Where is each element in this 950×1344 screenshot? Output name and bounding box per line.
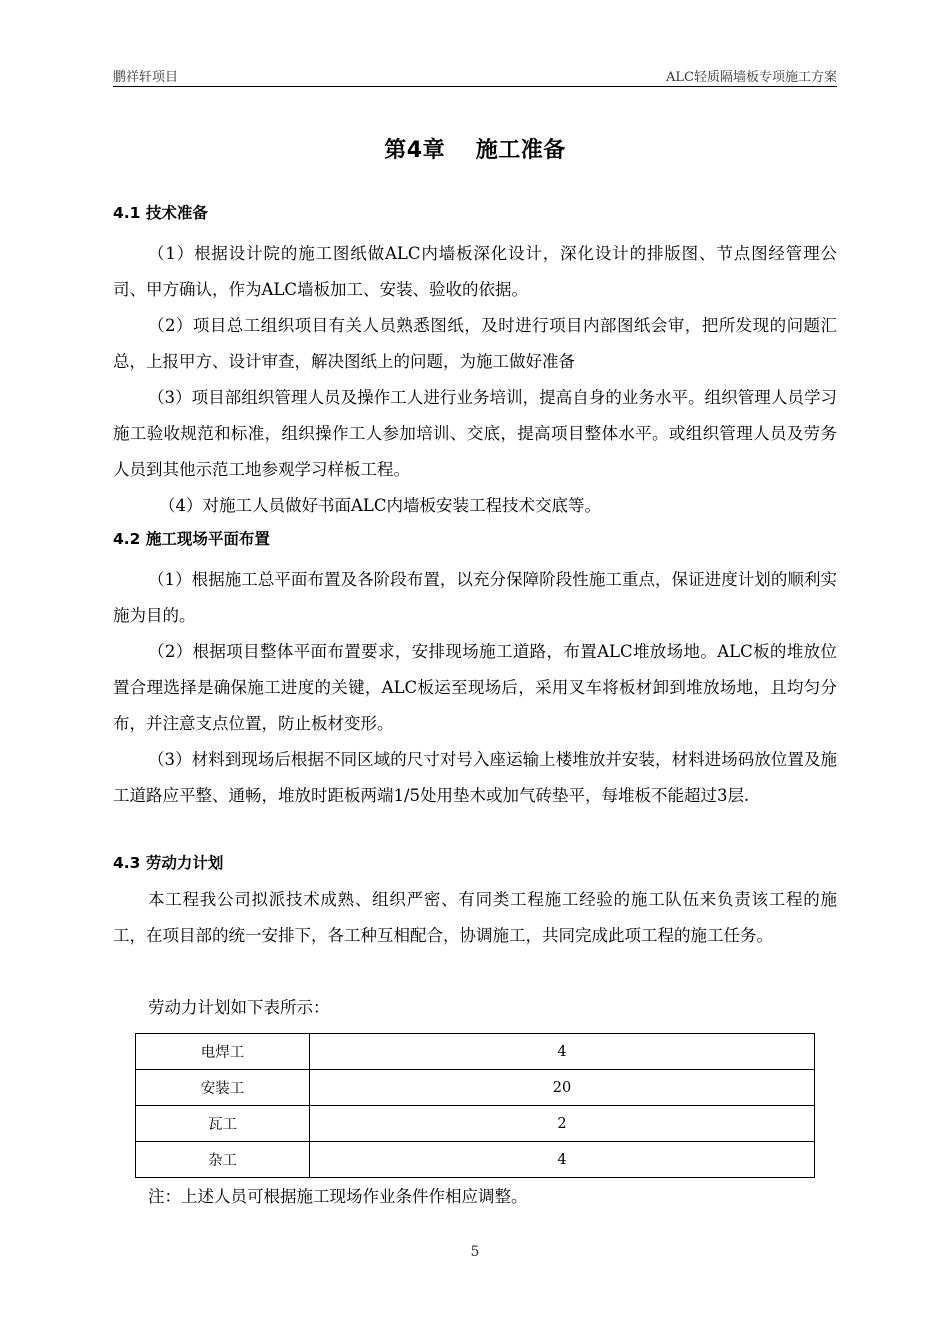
header-project-name: 鹏祥轩项目: [113, 70, 179, 85]
chapter-title: 第4章 施工准备: [384, 138, 566, 163]
paragraph-4-1-3: （3）项目部组织管理人员及操作工人进行业务培训，提高自身的业务水平。组织管理人员学习施工验收规范和标准，组织操作工人参加培训、交底，提高项目整体水平。或组织管理人员及劳务人员到其他示范工地参观学习样板工程。: [113, 388, 837, 479]
paragraph-4-2-2: （2）根据项目整体平面布置要求，安排现场施工道路，布置ALC堆放场地。ALC板的堆放位置合理选择是确保施工进度的关键，ALC板运至现场后，采用叉车将板材卸到堆放场地，且均匀分布，并注意支点位置，防止板材变形。: [113, 642, 837, 733]
section-heading-4-3: 4.3 劳动力计划: [113, 854, 224, 872]
table-row: [136, 1034, 815, 1070]
count-cell: 20: [310, 1070, 815, 1106]
paragraph-4-1-2: （2）项目总工组织项目有关人员熟悉图纸，及时进行项目内部图纸会审，把所发现的问题汇总，上报甲方、设计审查，解决图纸上的问题，为施工做好准备: [113, 316, 837, 371]
count-cell: 4: [310, 1034, 815, 1070]
section-heading-4-1: 4.1 技术准备: [113, 204, 208, 222]
table-row: [136, 1070, 815, 1106]
count-cell: 4: [310, 1142, 815, 1178]
page-header: [113, 64, 837, 87]
paragraph-4-2-3: （3）材料到现场后根据不同区域的尺寸对号入座运输上楼堆放并安装，材料进场码放位置及施工道路应平整、通畅，堆放时距板两端1/5处用垫木或加气砖垫平，每堆板不能超过3层.: [113, 750, 837, 805]
trade-cell: 电焊工: [136, 1034, 310, 1070]
trade-cell: 安装工: [136, 1070, 310, 1106]
header-document-title: ALC轻质隔墙板专项施工方案: [666, 70, 837, 85]
paragraph-4-3-2: 劳动力计划如下表所示：: [148, 998, 330, 1017]
paragraph-4-1-1: （1）根据设计院的施工图纸做ALC内墙板深化设计，深化设计的排版图、节点图经管理公司、甲方确认，作为ALC墙板加工、安装、验收的依据。: [113, 244, 837, 299]
table-row: [136, 1142, 815, 1178]
labor-plan-table: [135, 1033, 815, 1178]
paragraph-4-2-1: （1）根据施工总平面布置及各阶段布置，以充分保障阶段性施工重点，保证进度计划的顺利实施为目的。: [113, 570, 837, 625]
paragraph-4-3-1: 本工程我公司拟派技术成熟、组织严密、有同类工程施工经验的施工队伍来负责该工程的施工，在项目部的统一安排下，各工种互相配合，协调施工，共同完成此项工程的施工任务。: [113, 890, 837, 945]
table-row: [136, 1106, 815, 1142]
table-note: 注：上述人员可根据施工现场作业条件作相应调整。: [148, 1187, 528, 1206]
page-number: 5: [470, 1244, 480, 1260]
paragraph-4-1-4: （4）对施工人员做好书面ALC内墙板安装工程技术交底等。: [159, 496, 601, 515]
trade-cell: 杂工: [136, 1142, 310, 1178]
count-cell: 2: [310, 1106, 815, 1142]
section-heading-4-2: 4.2 施工现场平面布置: [113, 530, 270, 548]
trade-cell: 瓦工: [136, 1106, 310, 1142]
